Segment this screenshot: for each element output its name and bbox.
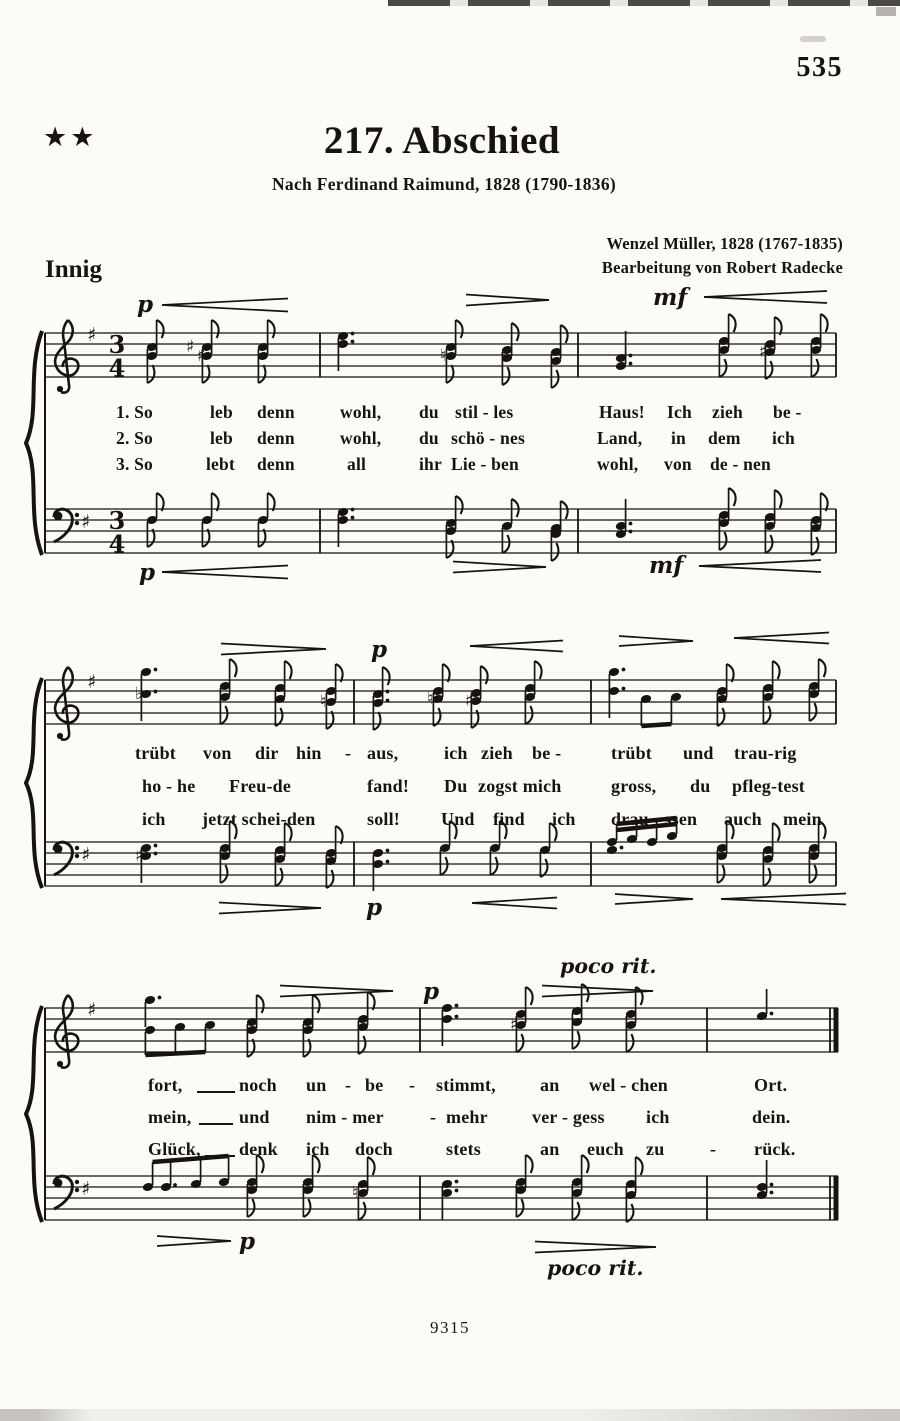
song-title: 217. Abschied xyxy=(323,119,561,162)
lyric-word-v3: jetzt schei-den xyxy=(202,809,316,829)
lyric-word-v1: leb xyxy=(210,402,233,422)
lyric-word-v1: wohl, xyxy=(340,402,382,422)
tempo-marking: Innig xyxy=(45,256,102,283)
lyric-word-v1: dir xyxy=(255,743,279,763)
lyric-word-v1: zieh xyxy=(481,743,513,763)
lyric-word-v1: aus, xyxy=(367,743,399,763)
lyric-extender-line xyxy=(197,1091,235,1093)
lyric-word-v3: ich xyxy=(142,809,166,829)
lyric-word-v3: ich xyxy=(552,809,576,829)
lyric-word-v1: noch xyxy=(239,1075,277,1095)
lyric-word-v2: und xyxy=(239,1107,270,1127)
lyric-word-v2: ich xyxy=(646,1107,670,1127)
lyric-word-v2: ich xyxy=(772,428,795,448)
lyric-word-v3: ich xyxy=(306,1139,330,1159)
lyric-word-v1: Haus! xyxy=(599,402,645,422)
lyric-word-v2: wohl, xyxy=(340,428,382,448)
lyric-word-v1: ich xyxy=(444,743,468,763)
lyric-word-v2: 2. So xyxy=(116,428,153,448)
dynamic-marking: p xyxy=(139,559,156,586)
lyric-word-v1: trübt xyxy=(611,743,652,763)
lyric-word-v1: hin xyxy=(296,743,322,763)
lyric-word-v3: auch xyxy=(724,809,762,829)
svg-text:♯: ♯ xyxy=(81,511,91,533)
lyric-word-v1: von xyxy=(203,743,232,763)
lyric-word-v3: 3. So xyxy=(116,454,153,474)
svg-text:♯: ♯ xyxy=(87,324,97,346)
lyric-word-v1: denn xyxy=(257,402,295,422)
lyric-word-v2: Land, xyxy=(597,428,643,448)
dynamic-marking: p xyxy=(423,978,440,1005)
svg-text:♯: ♯ xyxy=(81,844,91,866)
lyric-word-v1: wel - chen xyxy=(589,1075,668,1095)
lyric-word-v3: rück. xyxy=(754,1139,796,1159)
lyric-word-v1: an xyxy=(540,1075,560,1095)
lyric-word-v1: be xyxy=(365,1075,384,1095)
lyric-word-v3: denk xyxy=(239,1139,278,1159)
lyric-word-v1: fort, xyxy=(148,1075,183,1095)
svg-text:♯: ♯ xyxy=(759,342,768,362)
lyric-word-v3: euch xyxy=(587,1139,624,1159)
lyric-word-v3: mein xyxy=(783,809,822,829)
lyric-word-v3: denn xyxy=(257,454,295,474)
svg-text:♭: ♭ xyxy=(135,684,144,704)
scan-artifact-bottom-strip xyxy=(0,1409,900,1421)
lyric-word-v1: Ich xyxy=(667,402,692,422)
lyric-word-v2: du xyxy=(690,776,711,796)
svg-text:4: 4 xyxy=(108,353,126,383)
lyric-word-v1: und xyxy=(683,743,714,763)
lyric-word-v2: zogst mich xyxy=(478,776,562,796)
lyric-word-v2: Freu-de xyxy=(229,776,292,796)
lyric-word-v3: Und xyxy=(441,809,475,829)
star-rating-icon: ★★ xyxy=(43,122,98,153)
svg-text:♯: ♯ xyxy=(87,671,97,693)
lyric-word-v1: stimmt, xyxy=(436,1075,496,1095)
lyric-word-v1: be - xyxy=(532,743,562,763)
lyric-word-v1: du xyxy=(419,402,439,422)
lyric-word-v3: zu xyxy=(646,1139,665,1159)
svg-text:3: 3 xyxy=(108,330,126,359)
lyric-word-v1: zieh xyxy=(712,402,743,422)
lyric-extender-line xyxy=(199,1123,233,1125)
svg-text:♯: ♯ xyxy=(135,846,144,866)
lyric-word-v3: lebt xyxy=(206,454,235,474)
lyric-word-v2: dein. xyxy=(752,1107,791,1127)
lyric-word-v1: - xyxy=(345,1075,352,1095)
lyric-word-v2: leb xyxy=(210,428,233,448)
svg-text:♯: ♯ xyxy=(186,337,195,357)
svg-text:♯: ♯ xyxy=(87,999,97,1021)
lyric-word-v3: - xyxy=(710,1139,717,1159)
dynamic-marking: mf xyxy=(653,284,688,311)
lyric-word-v1: be - xyxy=(773,402,802,422)
svg-text:♯: ♯ xyxy=(197,346,206,366)
svg-text:♯: ♯ xyxy=(510,1015,519,1035)
lyric-word-v2: nim - mer xyxy=(306,1107,384,1127)
lyric-word-v1: - xyxy=(409,1075,416,1095)
svg-text:3: 3 xyxy=(108,506,126,535)
lyric-word-v2: gross, xyxy=(611,776,657,796)
dynamic-marking: mf xyxy=(649,552,684,579)
lyric-word-v2: ho - he xyxy=(142,776,196,796)
lyric-word-v2: schö - nes xyxy=(451,428,525,448)
lyric-word-v2: mehr xyxy=(446,1107,488,1127)
svg-text:♮: ♮ xyxy=(440,346,447,366)
lyric-word-v3: wohl, xyxy=(597,454,639,474)
lyric-word-v2: denn xyxy=(257,428,295,448)
lyric-word-v3: find xyxy=(493,809,525,829)
lyric-word-v3: Glück, xyxy=(148,1139,201,1159)
lyric-word-v1: Ort. xyxy=(754,1075,788,1095)
lyric-word-v3: all xyxy=(347,454,367,474)
dynamic-marking: p xyxy=(371,636,388,663)
lyric-word-v1: trübt xyxy=(135,743,176,763)
song-source-line: Nach Ferdinand Raimund, 1828 (1790-1836) xyxy=(271,174,617,194)
lyric-word-v2: in xyxy=(671,428,686,448)
lyric-word-v2: du xyxy=(419,428,439,448)
lyric-word-v2: mein, xyxy=(148,1107,192,1127)
page-number: 535 xyxy=(796,52,843,83)
lyric-word-v3: an xyxy=(540,1139,560,1159)
lyric-word-v1: un xyxy=(306,1075,327,1095)
lyric-word-v3: de - nen xyxy=(710,454,771,474)
lyric-word-v2: fand! xyxy=(367,776,410,796)
lyric-word-v1: stil - les xyxy=(455,402,514,422)
lyric-extender-line xyxy=(205,1155,235,1157)
lyric-word-v3: doch xyxy=(355,1139,393,1159)
lyric-word-v2: - xyxy=(430,1107,437,1127)
svg-text:♯: ♯ xyxy=(465,691,474,711)
svg-text:4: 4 xyxy=(108,529,126,559)
lyric-word-v2: ver - gess xyxy=(532,1107,605,1127)
dynamic-marking: p xyxy=(366,894,383,921)
lyric-word-v1: trau-rig xyxy=(734,743,797,763)
svg-text:♮: ♮ xyxy=(427,689,434,709)
dynamic-marking: poco rit. xyxy=(547,1256,644,1280)
svg-text:♯: ♯ xyxy=(81,1178,91,1200)
svg-text:♮: ♮ xyxy=(352,1183,359,1203)
lyric-word-v3: von xyxy=(664,454,692,474)
lyric-word-v1: 1. So xyxy=(116,402,153,422)
lyric-word-v3: Lie - ben xyxy=(451,454,519,474)
svg-text:♮: ♮ xyxy=(320,692,327,712)
lyric-word-v3: soll! xyxy=(367,809,401,829)
lyric-word-v2: Du xyxy=(444,776,468,796)
dynamic-marking: p xyxy=(239,1228,256,1255)
arranger-line: Bearbeitung von Robert Radecke xyxy=(601,257,843,277)
lyric-word-v1: - xyxy=(345,743,352,763)
lyric-word-v3: drau - ssen xyxy=(611,809,698,829)
composer-line: Wenzel Müller, 1828 (1767-1835) xyxy=(606,234,843,253)
dynamic-marking: p xyxy=(137,291,154,318)
plate-number: 9315 xyxy=(430,1318,470,1337)
lyric-word-v2: pfleg-test xyxy=(732,776,805,796)
lyric-word-v3: ihr xyxy=(419,454,442,474)
lyric-word-v2: dem xyxy=(708,428,741,448)
lyric-word-v3: stets xyxy=(446,1139,481,1159)
dynamic-marking: poco rit. xyxy=(560,954,657,978)
